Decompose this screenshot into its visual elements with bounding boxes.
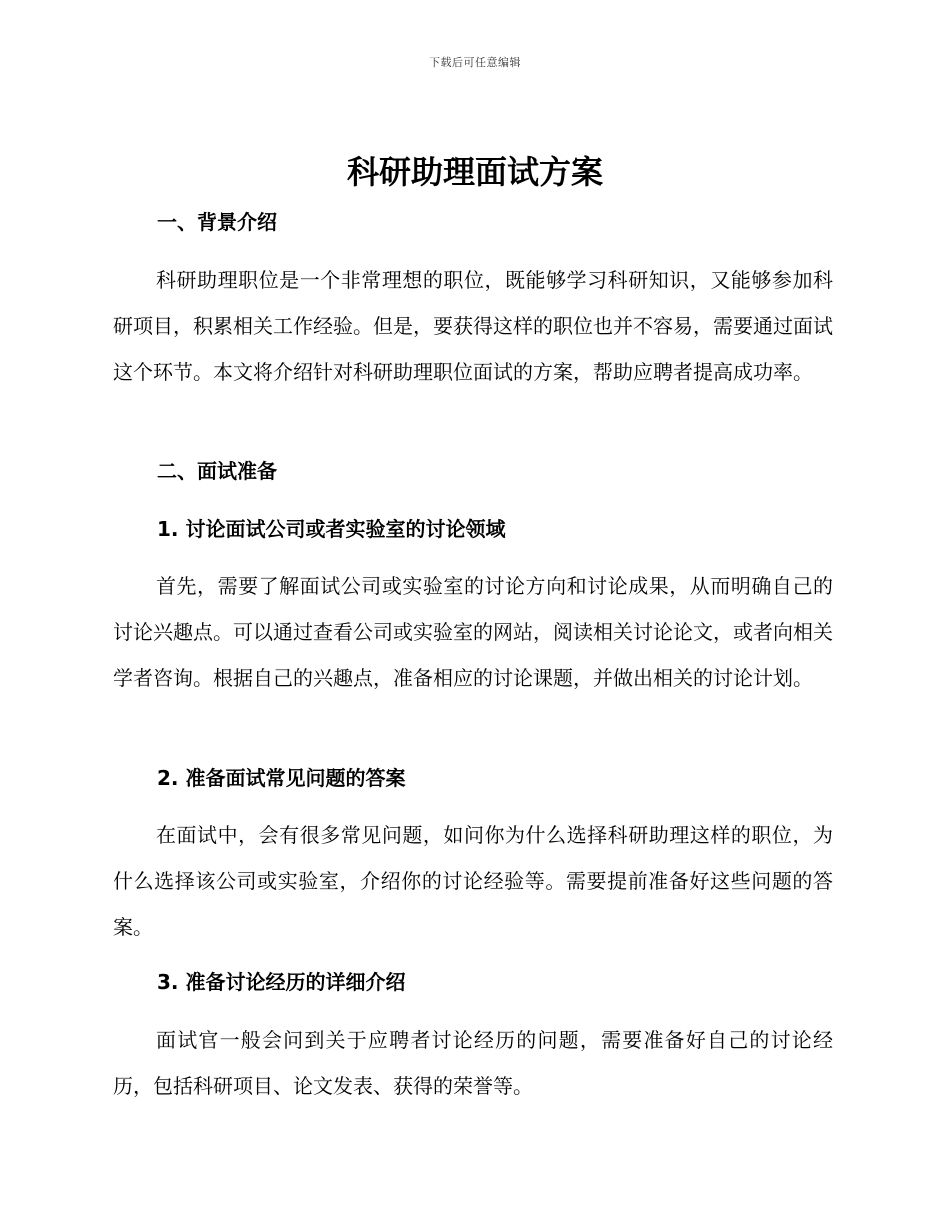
subheading-research-experience: 3. 准备讨论经历的详细介绍	[157, 970, 406, 994]
paragraph-research-experience: 面试官一般会问到关于应聘者讨论经历的问题，需要准备好自己的讨论经历，包括科研项目、论文发表、获得的荣誉等。	[113, 1028, 833, 1098]
section-heading-background: 一、背景介绍	[157, 210, 277, 234]
document-title: 科研助理面试方案	[346, 153, 603, 191]
subheading-research-field: 1. 讨论面试公司或者实验室的讨论领域	[157, 517, 506, 541]
section-heading-preparation: 二、面试准备	[157, 459, 277, 483]
paragraph-common-questions: 在面试中，会有很多常见问题，如问你为什么选择科研助理这样的职位，为什么选择该公司或实验室，介绍你的讨论经验等。需要提前准备好这些问题的答案。	[113, 823, 833, 939]
page-header-note: 下载后可任意编辑	[429, 56, 521, 69]
subheading-common-questions: 2. 准备面试常见问题的答案	[157, 766, 406, 790]
paragraph-background: 科研助理职位是一个非常理想的职位，既能够学习科研知识，又能够参加科研项目，积累相关工作经验。但是，要获得这样的职位也并不容易，需要通过面试这个环节。本文将介绍针对科研助理职位面试的方案，帮助应聘者提高成功率。	[113, 268, 833, 384]
paragraph-research-field: 首先，需要了解面试公司或实验室的讨论方向和讨论成果，从而明确自己的讨论兴趣点。可以通过查看公司或实验室的网站，阅读相关讨论论文，或者向相关学者咨询。根据自己的兴趣点，准备相应的讨论课题，并做出相关的讨论计划。	[113, 574, 833, 690]
